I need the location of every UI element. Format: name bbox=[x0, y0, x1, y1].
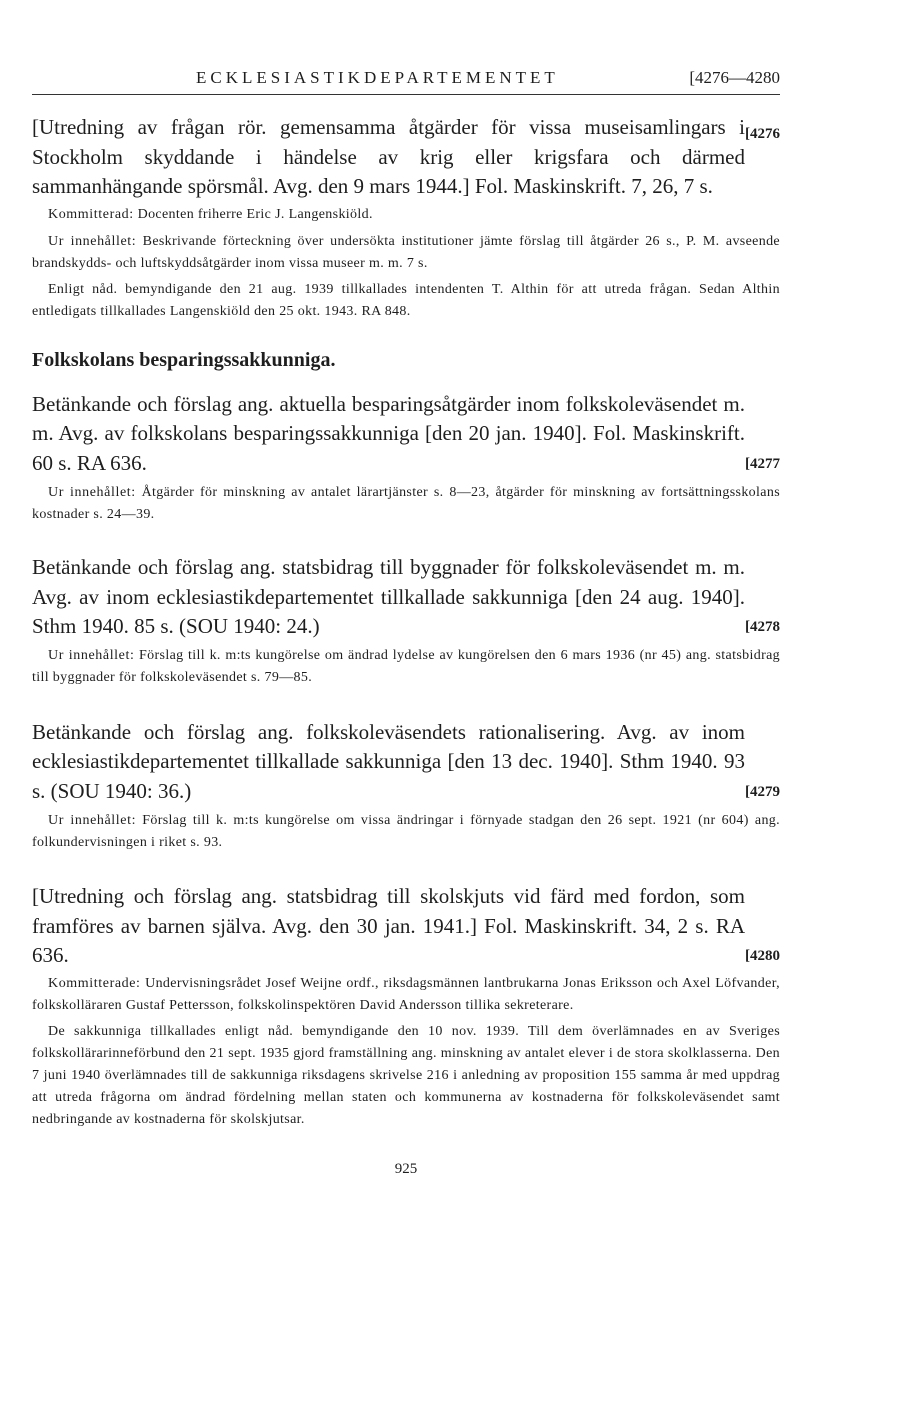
entry-note: Ur innehållet: Förslag till k. m:ts kungörelse om vissa ändringar i förnyade stadgan den 26 sept. 1921 (nr 604) ang. folkundervisningen i riket s. 93. bbox=[32, 813, 781, 850]
entry-4276 bbox=[32, 113, 780, 323]
entry-4277 bbox=[32, 390, 780, 527]
entry-note: Ur innehållet: Beskrivande förteckning över undersökta institutioner jämte förslag till åtgärder 26 s., P. M. avseende brandskydds- och luftskyddsåtgärder inom vissa museer m. m. 7 s. bbox=[32, 233, 780, 271]
entry-main-text: [4280 [Utredning och förslag ang. statsbidrag till skolskjuts vid färd med fordon, som framföres av barnen själva. Avg. den 30 jan. 1941.] Fol. Maskinskrift. 34, 2 s. RA 636. bbox=[32, 882, 780, 971]
entry-note: Kommitterad: Docenten friherre Eric J. Langenskiöld. bbox=[48, 206, 373, 222]
entry-main-text: [4278 Betänkande och förslag ang. statsbidrag till byggnader för folkskoleväsendet m. m. Avg. av inom ecklesiastikdepartementet tillkallade sakkunniga [den 24 aug. 1940]. Sthm 1940. 85 s. (SOU 1940: 24.) bbox=[32, 553, 780, 642]
document-page bbox=[32, 62, 780, 1178]
entry-note: Ur innehållet: Förslag till k. m:ts kungörelse om ändrad lydelse av kungörelsen den 6 mars 1936 (nr 45) ang. statsbidrag till byggnader för folkskoleväsendet s. 79—85. bbox=[32, 647, 780, 685]
entry-number: [4278 bbox=[745, 619, 780, 635]
entry-4280 bbox=[32, 882, 780, 1131]
entry-main-text: [4279 Betänkande och förslag ang. folkskoleväsendets rationalisering. Avg. av inom ecklesiastikdepartementet tillkallade sakkunniga [den 13 dec. 1940]. Sthm 1940. 93 s. (SOU 1940: 36.) bbox=[32, 718, 780, 807]
entry-4279 bbox=[32, 718, 780, 855]
header-title: ECKLESIASTIKDEPARTEMENTET bbox=[196, 68, 559, 87]
entry-4278 bbox=[32, 553, 780, 689]
section-heading: Folkskolans besparingssakkunniga. bbox=[32, 348, 336, 371]
entry-main-text: [4276 [Utredning av frågan rör. gemensamma åtgärder för vissa museisamlingars i Stockholm skyddande i händelse av krig eller krigsfara och därmed sammanhängande spörsmål. Avg. den 9 mars 1944.] Fol. Maskinskrift. 7, 26, 7 s. bbox=[32, 115, 780, 198]
entry-number: [4280 bbox=[745, 948, 780, 964]
entry-note: Enligt nåd. bemyndigande den 21 aug. 1939 tillkallades intendenten T. Althin för att utreda frågan. Sedan Althin entledigats tillkallades Langenskiöld den 25 okt. 1943. RA 848. bbox=[32, 281, 780, 319]
entry-note: Ur innehållet: Åtgärder för minskning av antalet lärartjänster s. 8—23, åtgärder för minskning av fortsättningsskolans kostnader s. 24—39. bbox=[32, 485, 780, 522]
entry-number: [4279 bbox=[745, 783, 780, 800]
entry-main-text: [4277 Betänkande och förslag ang. aktuella besparingsåtgärder inom folkskoleväsendet m. m. Avg. av folkskolans besparingssakkunniga [den 20 jan. 1940]. Fol. Maskinskrift. 60 s. RA 636. bbox=[32, 390, 780, 479]
running-header bbox=[32, 62, 780, 95]
page-number: 925 bbox=[394, 1160, 418, 1177]
entry-number: [4277 bbox=[745, 455, 780, 472]
entry-note: Kommitterade: Undervisningsrådet Josef Weijne ordf., riksdagsmännen lantbrukarna Jonas Eriksson och Axel Löfvander, folkskolläraren Gustaf Pettersson, folkskolinspektören David Andersson tillika sekreterare. bbox=[32, 975, 780, 1013]
header-range: [4276—4280 bbox=[689, 68, 780, 87]
entry-note: De sakkunniga tillkallades enligt nåd. bemyndigande den 10 nov. 1939. Till dem överlämnades en av Sveriges folkskollärarinneförbund den 21 sept. 1935 gjord framställning ang. minskning av antalet elever i de stora skolklasserna. Den 7 juni 1940 överlämnades till de sakkunniga riksdagens skrivelse 216 i anledning av proposition 155 samma år med uppdrag att utreda frågorna om ändrad fördelning mellan staten och kommunerna av kostnaderna för folkskoleväsendet samt nedbringande av kostnaderna för skolskjutsar. bbox=[32, 1023, 780, 1127]
entry-number: [4276 bbox=[745, 126, 780, 142]
